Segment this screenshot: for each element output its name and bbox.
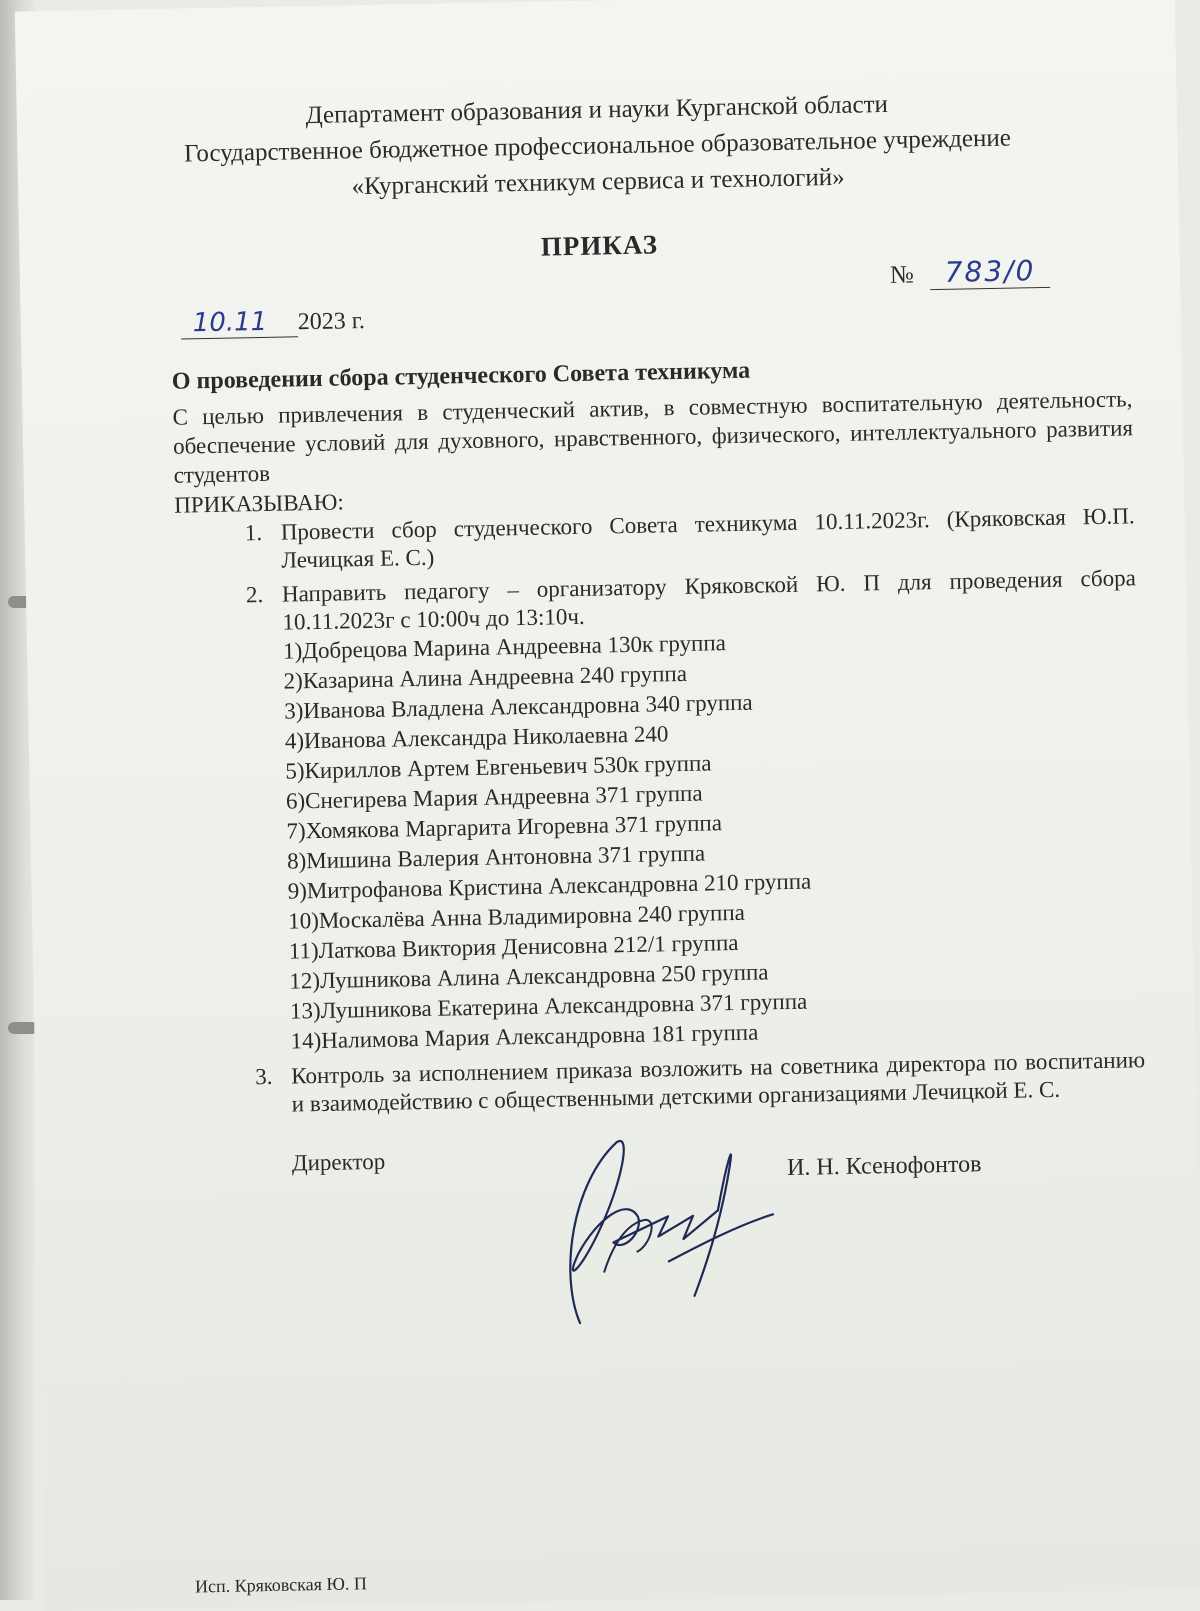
institution-name: «Курганский техникум сервиса и технологий» [351, 163, 845, 201]
student-entry: 13)Лушникова Екатерина Александровна 371 группа [289, 988, 808, 1024]
signatory-name: И. Н. Ксенофонтов [786, 1151, 982, 1182]
student-entry: 6)Снегирева Мария Андреевна 371 группа [285, 780, 703, 814]
student-entry: 14)Налимова Мария Александровна 181 группа [290, 1019, 759, 1054]
student-entry: 10)Москалёва Анна Владимировна 240 группа [288, 899, 746, 934]
item-text: Провести сбор студенческого Совета техникума 10.11.2023г. (Кряковская Ю.П. Лечицкая Е. С.) [280, 503, 1135, 573]
order-date [180, 305, 365, 340]
order-item-1 [245, 502, 1136, 575]
order-year: 2023 г. [297, 308, 366, 336]
student-entry: 11)Латкова Виктория Денисовна 212/1 группа [288, 929, 739, 964]
prikazyvayu-heading: ПРИКАЗЫВАЮ: [174, 489, 344, 518]
signature-block [36, 1111, 1200, 1353]
item-number: 3. [255, 1063, 273, 1090]
student-entry: 3)Иванова Владлена Александровна 340 группа [283, 689, 753, 724]
student-entry: 4)Иванова Александра Николаевна 240 [284, 721, 669, 754]
order-date-handwritten: 10.11 [180, 306, 298, 339]
institution-type: Государственное бюджетное профессиональное образовательное учреждение [183, 124, 1012, 168]
preamble: С целью привлечения в студенческий актив, в совместную воспитательную деятельность, обеспечение условий для духовного, нравственного, физического, интеллектуального развития студентов [172, 386, 1134, 488]
order-item-2 [246, 564, 1145, 1057]
student-list [283, 620, 1145, 1056]
order-item-3 [255, 1046, 1146, 1119]
handwritten-signature [516, 1119, 780, 1334]
student-entry: 9)Митрофанова Кристина Александровна 210 группа [287, 868, 812, 904]
student-entry: 8)Мишина Валерия Антоновна 371 группа [286, 840, 706, 874]
order-subject: О проведении сбора студенческого Совета техникума [171, 357, 751, 395]
student-entry: 2)Казарина Алина Андреевна 240 группа [283, 660, 688, 694]
order-number-label: № [889, 261, 915, 289]
item-text: Направить педагогу – организатору Кряковской Ю. П для проведения сбора 10.11.2023г с 10:00ч до 13:10ч. [281, 565, 1137, 635]
student-entry: 5)Кириллов Артем Евгеньевич 530к группа [285, 750, 712, 784]
executor-note: Исп. Кряковская Ю. П [194, 1573, 368, 1597]
order-number-handwritten: 783/0 [930, 254, 1051, 290]
student-entry: 1)Добрецова Марина Андреевна 130к группа [282, 630, 727, 664]
student-entry: 12)Лушникова Алина Александровна 250 группа [289, 959, 769, 994]
item-number: 2. [245, 582, 264, 608]
item-text: Контроль за исполнением приказа возложить на советника директора по воспитанию и взаимодействию с общественными детскими организациями Лечицкой Е. С. [290, 1047, 1146, 1117]
signatory-role: Директор [291, 1148, 386, 1176]
document-title: ПРИКАЗ [540, 229, 659, 262]
order-number [890, 254, 1051, 291]
letterhead [17, 81, 1179, 211]
item-number: 1. [244, 520, 263, 546]
student-entry: 7)Хомякова Маргарита Игоревна 371 группа [286, 810, 723, 844]
order-items [245, 502, 1146, 1119]
document-page [15, 0, 1200, 1611]
department-name: Департамент образования и науки Курганской области [305, 90, 889, 130]
